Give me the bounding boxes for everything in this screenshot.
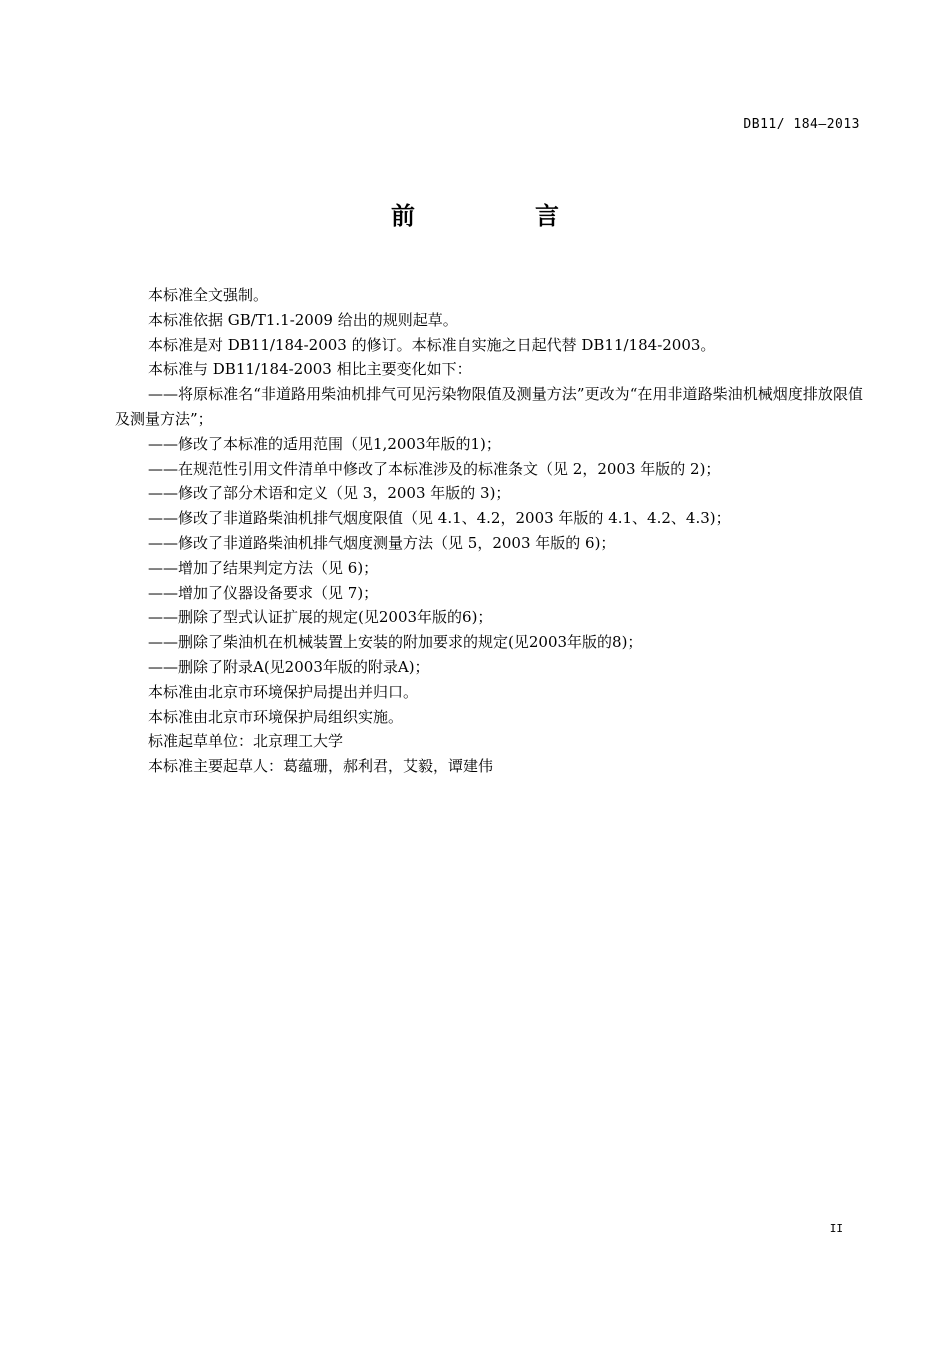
paragraph: 本标准主要起草人：葛蕴珊，郝利君，艾毅，谭建伟	[148, 757, 494, 776]
paragraph: ——修改了部分术语和定义（见 3，2003 年版的 3)；	[148, 484, 511, 503]
paragraph: ——删除了柴油机在机械装置上安装的附加要求的规定(见2003年版的8)；	[148, 633, 643, 652]
paragraph: ——将原标准名“非道路用柴油机排气可见污染物限值及测量方法”更改为“在用非道路柴油机械烟度排放限值及测量方法”；	[115, 385, 863, 428]
paragraph: ——修改了本标准的适用范围（见1,2003年版的1)；	[148, 434, 501, 453]
paragraph: ——修改了非道路柴油机排气烟度测量方法（见 5，2003 年版的 6)；	[148, 533, 616, 552]
paragraph: ——修改了非道路柴油机排气烟度限值（见 4.1、4.2，2003 年版的 4.1、4.2、4.3)；	[148, 509, 731, 528]
document-code: DB11/ 184—2013	[743, 117, 860, 132]
paragraph: ——增加了结果判定方法（见 6)；	[148, 558, 379, 577]
page-title: 前 言	[391, 202, 607, 230]
paragraph: 标准起草单位：北京理工大学	[148, 732, 344, 751]
paragraph: 本标准由北京市环境保护局组织实施。	[148, 707, 404, 726]
paragraph: 本标准全文强制。	[148, 286, 269, 304]
paragraph: ——删除了型式认证扩展的规定(见2003年版的6)；	[148, 608, 493, 627]
document-body	[115, 283, 863, 779]
paragraph: 本标准是对 DB11/184-2003 的修订。本标准自实施之日起代替 DB11/184-2003。	[148, 335, 716, 354]
paragraph: ——删除了附录A(见2003年版的附录A)；	[148, 657, 430, 676]
paragraph: ——在规范性引用文件清单中修改了本标准涉及的标准条文（见 2，2003 年版的 2)；	[148, 459, 721, 478]
paragraph: ——增加了仪器设备要求（见 7)；	[148, 583, 379, 602]
paragraph: 本标准由北京市环境保护局提出并归口。	[148, 682, 419, 701]
page-number: II	[829, 1222, 843, 1235]
paragraph: 本标准依据 GB/T1.1-2009 给出的规则起草。	[148, 310, 458, 329]
paragraph: 本标准与 DB11/184-2003 相比主要变化如下：	[148, 360, 472, 379]
